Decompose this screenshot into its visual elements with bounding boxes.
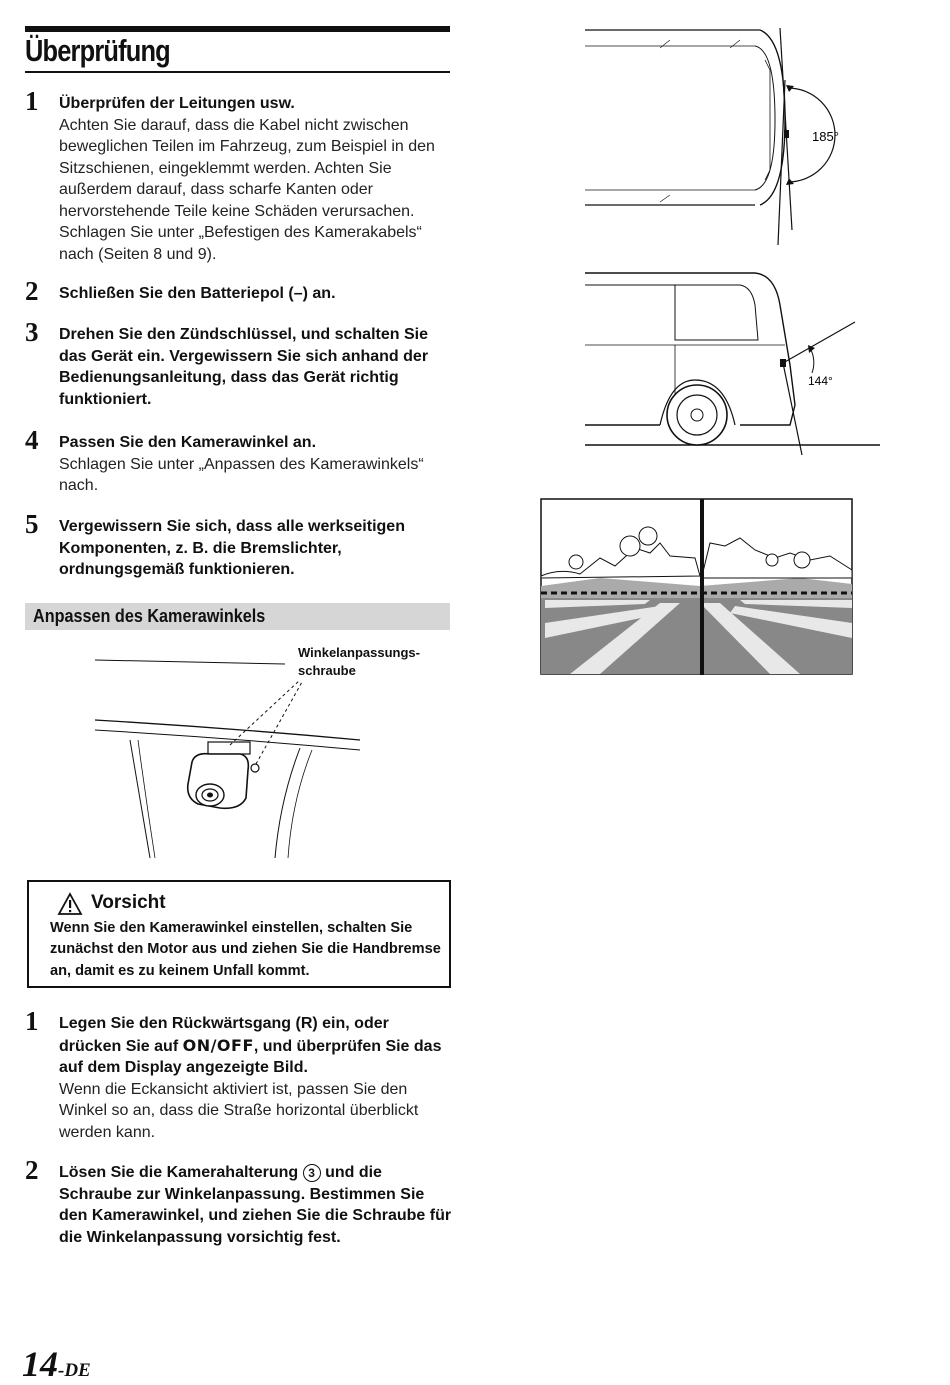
step-number: 2 bbox=[25, 276, 39, 306]
check-step-1 bbox=[25, 86, 455, 265]
step-heading bbox=[59, 1162, 455, 1248]
heading-part: und die Schraube zur Winkelanpassung. Bestimmen Sie den Kamerawinkel, und ziehen Sie die Schraube für die Winkelanpassung vorsichtig fest. bbox=[59, 1164, 452, 1246]
top-view-figure bbox=[580, 20, 860, 250]
step-number: 2 bbox=[25, 1155, 39, 1185]
step-body: Wenn die Eckansicht aktiviert ist, passen Sie den Winkel so an, dass die Straße horizontal überblickt werden kann. bbox=[59, 1080, 419, 1141]
check-step-5 bbox=[25, 509, 455, 581]
side-view-figure bbox=[580, 265, 890, 460]
callout-line: schraube bbox=[298, 662, 356, 678]
camera-view-figure bbox=[540, 498, 854, 676]
title-bottom-rule bbox=[25, 71, 450, 73]
side-view-angle-label: 144° bbox=[808, 374, 833, 388]
check-step-4 bbox=[25, 425, 455, 497]
heading-part: Legen Sie den Rückwärtsgang (R) ein, oder drücken Sie auf bbox=[59, 1015, 389, 1055]
step-number: 3 bbox=[25, 317, 39, 347]
step-heading: Drehen Sie den Zündschlüssel, und schalten Sie das Gerät ein. Vergewissern Sie sich anhand der Bedienungsanleitung, dass das Gerät richtig funktioniert. bbox=[59, 326, 429, 408]
callout-line: Winkelanpassungs- bbox=[298, 645, 420, 660]
step-heading: Vergewissern Sie sich, dass alle werkseitigen Komponenten, z. B. die Bremslichter, ordnungsgemäß funktionieren. bbox=[59, 518, 405, 578]
heading-part: , und überprüfen Sie das auf dem Display angezeigte Bild. bbox=[59, 1037, 442, 1076]
top-view-angle-label: 185° bbox=[812, 129, 839, 144]
step-heading: Schließen Sie den Batteriepol (–) an. bbox=[59, 285, 336, 302]
on-off-key: ON/OFF bbox=[182, 1035, 254, 1055]
step-body: Schlagen Sie unter „Anpassen des Kamerawinkels“ nach. bbox=[59, 455, 424, 494]
step-number: 1 bbox=[25, 1006, 39, 1036]
step-heading: Passen Sie den Kamerawinkel an. bbox=[59, 434, 317, 451]
step-number: 5 bbox=[25, 509, 39, 539]
title-top-rule bbox=[25, 26, 450, 32]
circled-number-text: 3 bbox=[308, 1166, 315, 1180]
camera-mount-illustration bbox=[80, 640, 380, 870]
step-heading: Überprüfen der Leitungen usw. bbox=[59, 95, 295, 112]
page-number-suffix: -DE bbox=[58, 1360, 91, 1381]
step-number: 4 bbox=[25, 425, 39, 455]
caution-box bbox=[27, 880, 451, 988]
step-body: Achten Sie darauf, dass die Kabel nicht zwischen beweglichen Teilen im Fahrzeug, zum Beispiel in den Sitzschienen, eingeklemmt werden. Achten Sie außerdem darauf, dass scharfe Kanten oder hervorstehende Teile keine Schäden verursachen. Schlagen Sie unter „Befestigen des Kamerakabels“ nach (Seiten 8 und 9). bbox=[59, 116, 435, 263]
warning-icon bbox=[57, 892, 83, 916]
heading-part: Lösen Sie die Kamerahalterung bbox=[59, 1164, 303, 1181]
section-header bbox=[25, 603, 450, 630]
section-title: Anpassen des Kamerawinkels bbox=[33, 606, 266, 626]
adjust-step-1 bbox=[25, 1006, 455, 1143]
circled-number bbox=[303, 1164, 321, 1182]
page-number-value: 14 bbox=[22, 1344, 58, 1384]
check-step-3 bbox=[25, 317, 455, 410]
step-heading bbox=[59, 1013, 455, 1079]
adjust-step-2 bbox=[25, 1155, 455, 1248]
page-title: Überprüfung bbox=[25, 33, 170, 68]
page-number bbox=[22, 1343, 91, 1385]
check-step-2 bbox=[25, 276, 455, 306]
caution-title: Vorsicht bbox=[91, 892, 166, 913]
step-number: 1 bbox=[25, 86, 39, 116]
caution-text: Wenn Sie den Kamerawinkel einstellen, schalten Sie zunächst den Motor aus und ziehen Sie die Handbremse an, damit es zu keinem Unfall kommt. bbox=[50, 920, 441, 979]
